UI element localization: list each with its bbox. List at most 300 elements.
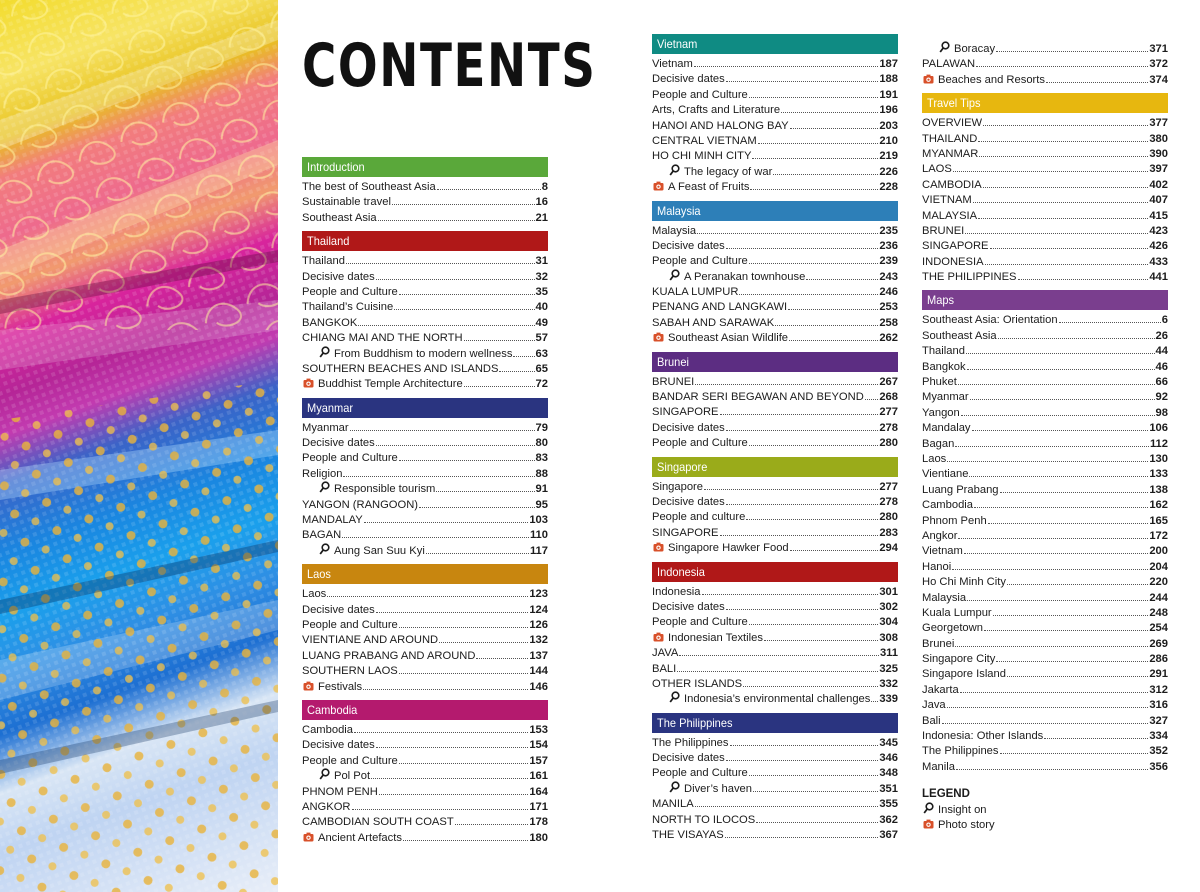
dot-leader [749,614,879,625]
dot-leader [806,269,878,280]
toc-entry[interactable] [652,494,898,509]
page-number: 301 [879,585,898,598]
toc-entry[interactable] [302,450,548,465]
page-number: 268 [879,391,898,404]
dot-leader [749,253,879,264]
toc-entry[interactable] [922,651,1168,666]
page-number: 196 [879,104,898,117]
dot-leader [781,102,878,113]
toc-entry[interactable] [922,254,1168,269]
dot-leader [871,691,878,702]
toc-entry[interactable] [922,482,1168,497]
page-number: 302 [879,600,898,613]
toc-entry[interactable] [922,528,1168,543]
dot-leader [455,814,529,825]
toc-entry[interactable] [302,586,548,601]
toc-entry[interactable] [302,284,548,299]
section-header [922,290,1168,310]
toc-entry[interactable] [922,728,1168,743]
page-number: 402 [1149,178,1168,191]
entry-label: Decisive dates [652,73,725,86]
dot-leader [439,632,528,643]
toc-entry[interactable] [652,102,898,117]
entry-label: Singapore Island [922,668,1006,681]
toc-entry[interactable] [922,466,1168,481]
page-number: 267 [879,375,898,388]
toc-entry[interactable] [922,497,1168,512]
page-number: 123 [529,588,548,601]
entry-label: OTHER ISLANDS [652,677,743,690]
toc-entry[interactable] [922,72,1168,87]
toc-entry[interactable] [922,374,1168,389]
dot-leader [376,269,535,280]
dot-leader [1018,269,1149,280]
toc-entry[interactable] [922,269,1168,284]
entry-label: CHIANG MAI AND THE NORTH [302,332,463,345]
page-number: 26 [1155,329,1168,342]
page-number: 433 [1149,255,1168,268]
entry-label: LUANG PRABANG AND AROUND [302,649,476,662]
dot-leader [376,737,529,748]
page-number: 278 [879,421,898,434]
page-number: 277 [879,480,898,493]
entry-label: A Peranakan townhouse [684,270,806,283]
entry-label: Phuket [922,376,957,389]
toc-entry[interactable] [302,330,548,345]
dot-leader [436,481,534,492]
dot-leader [1007,574,1148,585]
toc-entry[interactable] [922,131,1168,146]
page-number: 312 [1149,683,1168,696]
toc-entry[interactable] [302,346,548,361]
toc-entry[interactable] [922,743,1168,758]
dot-leader [726,420,879,431]
toc-entry[interactable] [652,540,898,555]
entry-label: Southeast Asia [922,329,997,342]
toc-section [922,93,1168,284]
toc-column-3 [922,41,1168,833]
toc-entry[interactable] [652,223,898,238]
toc-entry[interactable] [922,343,1168,358]
dot-leader [996,651,1148,662]
dot-leader [464,330,535,341]
entry-label: LAOS [922,163,952,176]
toc-entry[interactable] [652,691,898,706]
entry-label: Ho Chi Minh City [922,576,1006,589]
toc-entry[interactable] [922,115,1168,130]
entry-label: Vietnam [922,545,963,558]
toc-entry[interactable] [302,210,548,225]
entry-label: SINGAPORE [922,240,989,253]
dot-leader [499,361,534,372]
page-number: 380 [1149,132,1168,145]
page-number: 327 [1149,714,1168,727]
toc-entry[interactable] [652,330,898,345]
entry-label: Cambodia [302,723,353,736]
dot-leader [947,451,1148,462]
camera-icon [652,631,664,645]
toc-entry[interactable] [922,238,1168,253]
dot-leader [955,636,1148,647]
toc-entry[interactable] [652,238,898,253]
dot-leader [1007,666,1148,677]
entry-label: HO CHI MINH CITY [652,150,752,163]
dot-leader [342,527,529,538]
toc-entry[interactable] [652,781,898,796]
entry-label: Bali [922,714,941,727]
page-number: 65 [535,362,548,375]
entry-label: Decisive dates [302,603,375,616]
page-number: 332 [879,677,898,690]
dot-leader [704,479,878,490]
page-number: 44 [1155,345,1168,358]
toc-entry[interactable] [652,269,898,284]
toc-entry[interactable] [302,830,548,845]
dot-leader [695,796,879,807]
dot-leader [865,389,879,400]
dot-leader [967,590,1148,601]
toc-entry[interactable] [652,614,898,629]
page-number: 91 [535,483,548,496]
dot-leader [983,177,1149,188]
entry-label: The best of Southeast Asia [302,181,436,193]
toc-entry[interactable] [652,750,898,765]
section-title: The Philippines [657,715,733,730]
toc-entry[interactable] [652,630,898,645]
toc-entry[interactable] [922,420,1168,435]
toc-section [302,398,548,559]
toc-entry[interactable] [302,269,548,284]
magnifier-icon [318,481,330,496]
page-number: 180 [529,831,548,844]
toc-entry[interactable] [922,328,1168,343]
toc-section [302,700,548,845]
toc-entry[interactable] [922,682,1168,697]
dot-leader [730,735,879,746]
toc-entry[interactable] [652,315,898,330]
toc-entry[interactable] [922,389,1168,404]
entry-label: MANDALAY [302,514,363,527]
page-number: 253 [879,301,898,314]
page-number: 203 [879,119,898,132]
toc-entry[interactable] [922,405,1168,420]
toc-entry[interactable] [652,148,898,163]
toc-entry[interactable] [652,133,898,148]
page-number: 283 [879,526,898,539]
toc-entry[interactable] [652,509,898,524]
entry-label: Decisive dates [302,739,375,752]
toc-entry[interactable] [922,605,1168,620]
entry-label: PENANG AND LANGKAWI [652,301,788,314]
section-header [302,700,548,720]
entry-label: BANDAR SERI BEGAWAN AND BEYOND [652,391,864,404]
toc-entry[interactable] [652,118,898,133]
page-number: 220 [1149,576,1168,589]
page-number: 308 [879,631,898,644]
entry-label: Myanmar [922,391,969,404]
entry-label: Myanmar [302,421,349,434]
dot-leader [403,830,528,841]
dot-leader [955,436,1149,447]
page-number: 346 [879,752,898,765]
dot-leader [346,253,535,264]
page-number: 243 [879,270,898,283]
entry-label: Laos [302,588,327,601]
dot-leader [702,584,879,595]
page-number: 106 [1149,422,1168,435]
toc-entry[interactable] [652,164,898,179]
dot-leader [775,315,878,326]
dot-leader [379,784,528,795]
entry-label: Malaysia [652,224,697,237]
toc-entry[interactable] [652,420,898,435]
dot-leader [419,497,535,508]
dot-leader [364,512,529,523]
toc-entry[interactable] [922,192,1168,207]
entry-label: YANGON (RANGOON) [302,498,419,511]
toc-entry[interactable] [922,666,1168,681]
toc-entry[interactable] [652,479,898,494]
toc-entry[interactable] [922,590,1168,605]
toc-entry[interactable] [922,543,1168,558]
page-number: 236 [879,239,898,252]
page-number: 277 [879,406,898,419]
dot-leader [371,768,528,779]
toc-entry[interactable] [302,481,548,496]
dot-leader [327,586,528,597]
page-number: 377 [1149,117,1168,130]
toc-entry[interactable] [302,466,548,481]
page-number: 200 [1149,545,1168,558]
entry-label: SABAH AND SARAWAK [652,316,775,329]
page-number: 126 [529,618,548,631]
section-title: Cambodia [307,702,358,717]
dot-leader [726,750,879,761]
page-number: 294 [879,542,898,555]
toc-entry[interactable] [302,768,548,783]
entry-label: A Feast of Fruits [668,181,750,194]
toc-entry[interactable] [922,713,1168,728]
toc-entry[interactable] [922,359,1168,374]
page-number: 165 [1149,514,1168,527]
toc-entry[interactable] [302,784,548,799]
toc-entry[interactable] [922,451,1168,466]
dot-leader [966,343,1155,354]
toc-entry[interactable] [922,41,1168,56]
toc-entry[interactable] [302,179,548,194]
toc-entry[interactable] [922,146,1168,161]
toc-section [652,352,898,451]
toc-entry[interactable] [652,435,898,450]
page-number: 92 [1155,391,1168,404]
magnifier-icon [668,269,680,284]
dot-leader [984,620,1148,631]
dot-leader [695,374,878,385]
page-number: 325 [879,662,898,675]
entry-label: Southeast Asian Wildlife [668,332,789,345]
dot-leader [974,497,1148,508]
page-number: 426 [1149,240,1168,253]
toc-entry[interactable] [302,420,548,435]
toc-entry[interactable] [922,223,1168,238]
page-number: 103 [529,514,548,527]
page-number: 226 [879,165,898,178]
toc-entry[interactable] [922,436,1168,451]
dot-leader [752,148,878,159]
magnifier-icon [668,164,680,179]
dot-leader [978,131,1148,142]
toc-section [302,564,548,694]
dot-leader [952,559,1148,570]
entry-label: Phnom Penh [922,514,987,527]
toc-entry[interactable] [652,796,898,811]
toc-entry[interactable] [302,527,548,542]
toc-entry[interactable] [652,389,898,404]
page-number: 367 [879,829,898,842]
page-number: 157 [529,754,548,767]
toc-entry[interactable] [652,765,898,780]
toc-entry[interactable] [652,676,898,691]
page-number: 228 [879,181,898,194]
page-number: 46 [1155,360,1168,373]
toc-entry[interactable] [302,194,548,209]
dot-leader [399,450,535,461]
toc-entry[interactable] [302,543,548,558]
toc-entry[interactable] [922,697,1168,712]
page-number: 8 [541,181,548,193]
toc-entry[interactable] [652,404,898,419]
toc-entry[interactable] [652,253,898,268]
toc-entry[interactable] [302,299,548,314]
toc-entry[interactable] [922,636,1168,651]
toc-entry[interactable] [922,513,1168,528]
dot-leader [1000,482,1149,493]
toc-entry[interactable] [302,376,548,391]
dot-leader [1044,728,1148,739]
toc-entry[interactable] [652,827,898,842]
entry-label: ANGKOR [302,800,351,813]
section-header [302,398,548,418]
section-header [302,157,548,177]
toc-entry[interactable] [652,812,898,827]
toc-entry[interactable] [652,299,898,314]
dot-leader [942,713,1149,724]
page-number: 187 [879,58,898,70]
page-number: 262 [879,332,898,345]
toc-entry[interactable] [652,374,898,389]
toc-entry[interactable] [922,559,1168,574]
page-number: 72 [535,378,548,391]
toc-entry[interactable] [922,574,1168,589]
dot-leader [352,799,529,810]
toc-entry[interactable] [652,599,898,614]
toc-entry[interactable] [922,177,1168,192]
dot-leader [399,663,529,674]
toc-entry[interactable] [302,512,548,527]
section-title: Vietnam [657,37,698,51]
toc-entry[interactable] [652,71,898,86]
toc-entry[interactable] [652,284,898,299]
page-number: 371 [1149,43,1168,55]
toc-entry[interactable] [302,753,548,768]
page-number: 291 [1149,668,1168,681]
page-number: 63 [535,347,548,360]
dot-leader [726,238,879,249]
camera-icon [922,818,934,833]
toc-entry[interactable] [922,620,1168,635]
page-number: 162 [1149,499,1168,512]
entry-label: Georgetown [922,622,983,635]
entry-label: Indonesian Textiles [668,631,763,644]
entry-label: Arts, Crafts and Literature [652,104,781,117]
entry-label: Decisive dates [302,437,375,450]
dot-leader [677,661,878,672]
toc-entry[interactable] [922,161,1168,176]
entry-label: Vientiane [922,468,969,481]
toc-entry[interactable] [922,759,1168,774]
page-number: 110 [529,529,548,542]
entry-label: People and Culture [652,767,748,780]
dot-leader [993,605,1149,616]
toc-entry[interactable] [922,56,1168,71]
toc-entry[interactable] [652,584,898,599]
toc-entry[interactable] [302,253,548,268]
toc-entry[interactable] [302,315,548,330]
dot-leader [392,194,535,205]
dot-leader [358,315,534,326]
dot-leader [967,359,1155,370]
toc-entry[interactable] [652,56,898,71]
page-number: 66 [1155,376,1168,389]
entry-label: Southeast Asia [302,211,377,224]
dot-leader [399,753,529,764]
toc-entry[interactable] [302,814,548,829]
toc-entry[interactable] [652,179,898,194]
toc-entry[interactable] [302,722,548,737]
page-number: 254 [1149,622,1168,635]
toc-entry[interactable] [652,645,898,660]
toc-entry[interactable] [302,648,548,663]
dot-leader [956,759,1148,770]
toc-entry[interactable] [652,735,898,750]
toc-section [652,34,898,195]
toc-entry[interactable] [302,799,548,814]
toc-entry[interactable] [302,737,548,752]
dot-leader [749,435,879,446]
entry-label: Religion [302,467,343,480]
dot-leader [988,513,1149,524]
toc-entry[interactable] [922,208,1168,223]
entry-label: MANILA [652,798,694,811]
toc-entry[interactable] [302,435,548,450]
toc-entry[interactable] [302,632,548,647]
toc-entry[interactable] [302,361,548,376]
toc-entry[interactable] [652,87,898,102]
toc-entry[interactable] [652,661,898,676]
toc-entry[interactable] [302,617,548,632]
toc-entry[interactable] [302,602,548,617]
entry-label: Decisive dates [652,600,725,613]
entry-label: The Philippines [652,736,729,749]
magnifier-icon [318,768,330,783]
page-number: 31 [535,255,548,268]
toc-entry[interactable] [652,525,898,540]
toc-entry[interactable] [302,679,548,694]
legend-label: Insight on [938,804,987,817]
toc-entry[interactable] [922,312,1168,327]
toc-entry[interactable] [302,497,548,512]
toc-entry[interactable] [302,663,548,678]
